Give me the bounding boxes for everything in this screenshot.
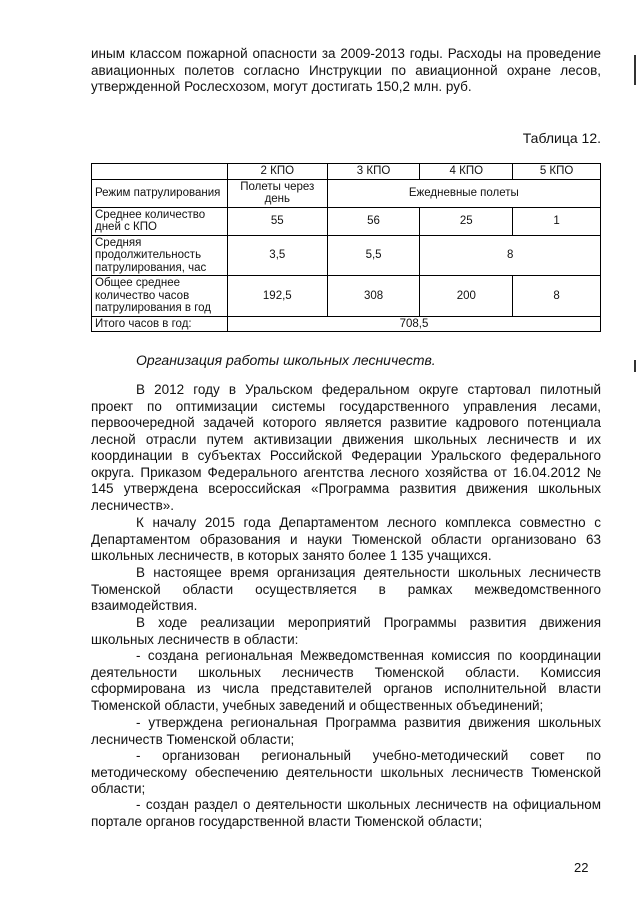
scan-edge-mark [634, 55, 636, 85]
table-caption: Таблица 12. [522, 130, 601, 146]
table-row [92, 179, 601, 207]
table-header-cell: 4 КПО [420, 164, 513, 180]
scan-edge-mark [634, 360, 636, 372]
table-row-label: Режим патрулирования [92, 179, 228, 207]
table-cell: 25 [420, 207, 513, 235]
table-header-row [92, 164, 601, 180]
table-cell: 1 [513, 207, 601, 235]
table-row-label: Среднее количество дней с КПО [92, 207, 228, 235]
table-row-label: Средняя продолжительность патрулирования, час [92, 235, 228, 276]
table-header-cell [92, 164, 228, 180]
table-row [92, 276, 601, 317]
table-cell: 56 [327, 207, 420, 235]
table-header-cell: 2 КПО [227, 164, 327, 180]
paragraph: В 2012 году в Уральском федеральном округе стартовал пилотный проект по оптимизации системы государственного управления лесами, первоочередной задачей которого является развитие кадрового потенциала лесной отрасли путем активизации движения школьных лесничеств и их координации в субъектах Российской Федерации Уральского федерального округа. Приказом Федерального агентства лесного хозяйства от 16.04.2012 № 145 утверждена всероссийская «Программа развития движения школьных лесничеств». [91, 382, 601, 513]
table-row [92, 235, 601, 276]
table-cell: Ежедневные полеты [327, 179, 600, 207]
page-number: 22 [574, 860, 589, 875]
table-header-cell: 5 КПО [513, 164, 601, 180]
section-subheading: Организация работы школьных лесничеств. [136, 352, 436, 368]
table-cell: 192,5 [227, 276, 327, 317]
patrol-table [91, 163, 601, 332]
paragraph-top: иным классом пожарной опасности за 2009-2013 годы. Расходы на проведение авиационных полетов согласно Инструкции по авиационной охране лесов, утвержденной Рослесхозом, могут достигать 150,2 млн. руб. [91, 46, 601, 94]
table-cell: 200 [420, 276, 513, 317]
table-row-label: Общее среднее количество часов патрулирования в год [92, 276, 228, 317]
list-item: - создан раздел о деятельности школьных лесничеств на официальном портале органов государственной власти Тюменской области; [91, 797, 601, 829]
table-row-label: Итого часов в год: [92, 316, 228, 332]
table-cell: 5,5 [327, 235, 420, 276]
table-cell: 8 [513, 276, 601, 317]
list-item: - создана региональная Межведомственная комиссия по координации деятельности школьных лесничеств Тюменской области. Комиссия сформирована из числа представителей органов исполнительной власти Тюменской области, учебных заведений и общественных объединений; [91, 648, 601, 713]
table-row [92, 207, 601, 235]
table-cell: 308 [327, 276, 420, 317]
paragraph: В ходе реализации мероприятий Программы развития движения школьных лесничеств в области: [91, 615, 601, 647]
paragraph: К началу 2015 года Департаментом лесного комплекса совместно с Департаментом образования и науки Тюменской области организовано 63 школьных лесничеств, в которых занято более 1 135 учащихся. [91, 515, 601, 563]
table-cell: 8 [420, 235, 601, 276]
table-cell: 708,5 [227, 316, 600, 332]
list-item: - организован региональный учебно-методический совет по методическому обеспечению деятельности школьных лесничеств Тюменской области; [91, 748, 601, 796]
table-cell: 55 [227, 207, 327, 235]
paragraph: В настоящее время организация деятельности школьных лесничеств Тюменской области осуществляется в рамках межведомственного взаимодействия. [91, 565, 601, 613]
table-total-row [92, 316, 601, 332]
table-header-cell: 3 КПО [327, 164, 420, 180]
table-cell: Полеты через день [227, 179, 327, 207]
list-item: - утверждена региональная Программа развития движения школьных лесничеств Тюменской области; [91, 715, 601, 747]
table-cell: 3,5 [227, 235, 327, 276]
